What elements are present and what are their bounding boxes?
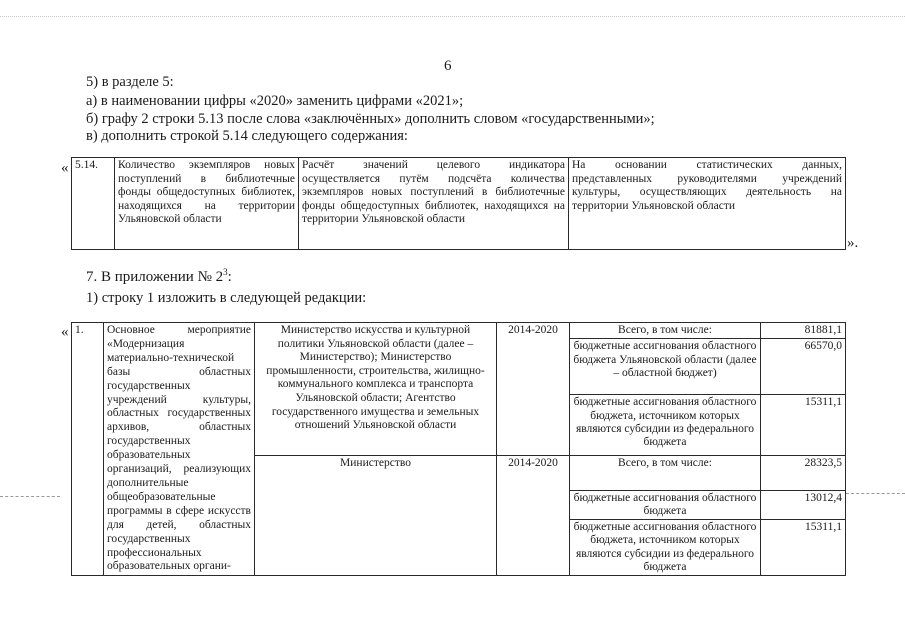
source-1-regional: бюджетные ассигнования областного бюджета Ульяновской области (далее – областной бюджет) <box>570 339 761 395</box>
source-2-regional: бюджетные ассигнования областного бюджета <box>570 490 761 520</box>
row-number: 1. <box>72 323 104 576</box>
calc-method: Расчёт значений целевого индикатора осуществляется путём подсчёта количества экземпляров новых поступлений в библиотечные фонды общедоступных библиотек, находящихся на территории Ульяновской области <box>299 158 569 250</box>
table-row <box>72 323 846 339</box>
close-quote-1: ». <box>847 235 859 251</box>
open-quote-2: « <box>61 324 69 340</box>
executors-1: Министерство искусства и культурной политики Ульяновской области (далее – Министерство); Министерство промышленности, строительства, жилищно-коммунального комплекса и транспорта Ульяновской области; Агентство государственного имущества и земельных отношений Ульяновской области <box>255 323 497 456</box>
source-2-federal: бюджетные ассигнования областного бюджета, источником которых являются субсидии из федерального бюджета <box>570 520 761 576</box>
value-2-federal: 15311,1 <box>761 520 846 576</box>
section-7-title: 7. В приложении № $2^3$: <box>86 267 232 285</box>
value-2-regional: 13012,4 <box>761 490 846 520</box>
indicator-name: Количество экземпляров новых поступлений в библиотечные фонды общедоступных библиотек, находящихся на территории Ульяновской области <box>115 158 299 250</box>
program-table <box>71 322 846 576</box>
years-1: 2014-2020 <box>497 323 570 456</box>
intro-line-3: б) графу 2 строки 5.13 после слова «заключённых» дополнить словом «государственными»; <box>86 111 655 127</box>
intro-line-2: а) в наименовании цифры «2020» заменить цифрами «2021»; <box>86 93 464 109</box>
years-2: 2014-2020 <box>497 456 570 576</box>
indicator-table <box>71 157 846 250</box>
value-1-federal: 15311,1 <box>761 395 846 456</box>
intro-line-1: 5) в разделе 5: <box>86 74 174 90</box>
scan-margin-mark-left <box>0 496 60 497</box>
data-source: На основании статистических данных, представленных руководителями учреждений культуры, осуществляющих деятельность на территории Ульяновской области <box>569 158 846 250</box>
table-row <box>72 158 846 250</box>
scan-margin-mark-right <box>846 493 905 494</box>
scan-edge-line <box>0 16 905 17</box>
source-1-federal: бюджетные ассигнования областного бюджета, источником которых являются субсидии из федерального бюджета <box>570 395 761 456</box>
page-number: 6 <box>444 58 452 74</box>
executors-2: Министерство <box>255 456 497 576</box>
value-2-total: 28323,5 <box>761 456 846 490</box>
section-7-line-1: 1) строку 1 изложить в следующей редакции: <box>86 290 367 306</box>
intro-line-4: в) дополнить строкой 5.14 следующего содержания: <box>86 128 408 144</box>
event-name: Основное мероприятие «Модернизация материально-технической базы областных государственных учреждений культуры, областных государственных архивов, областных государственных образовательных организаций, реализующих дополнительные общеобразовательные программы в сфере искусств для детей, областных государственных профессиональных образовательных органи- <box>104 323 255 576</box>
value-1-total: 81881,1 <box>761 323 846 339</box>
source-1-total: Всего, в том числе: <box>570 323 761 339</box>
value-1-regional: 66570,0 <box>761 339 846 395</box>
source-2-total: Всего, в том числе: <box>570 456 761 490</box>
row-number: 5.14. <box>72 158 115 250</box>
open-quote-1: « <box>61 160 69 176</box>
